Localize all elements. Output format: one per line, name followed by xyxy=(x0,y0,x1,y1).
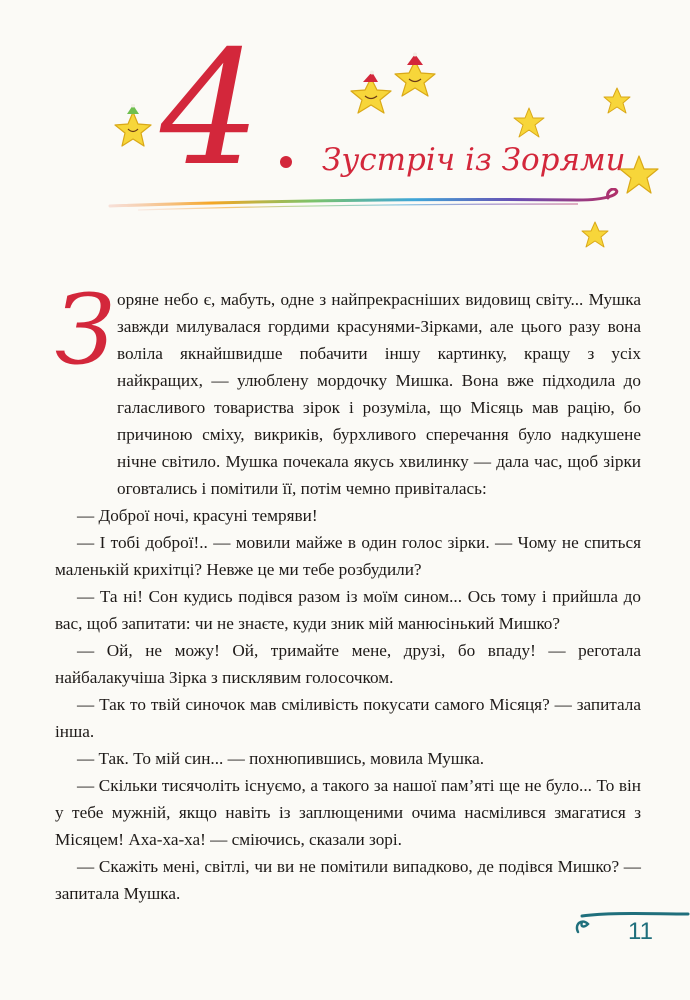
dialogue-line: — І тобі доброї!.. — мовили майже в один голос зірки. — Чому не спиться маленькій крихітці? Невже це ми тебе розбудили? xyxy=(55,533,641,579)
star-character-icon xyxy=(390,52,440,100)
dialogue-line: — Скільки тисячоліть існуємо, а такого за нашої пам’яті ще не було... То він у тебе мужній, якщо навіть із заплющеними очима насмілився змагатися з Місяцем! Аха-ха-ха! — сміючись, сказали зорі. xyxy=(55,776,641,849)
page-number: 11 xyxy=(628,918,653,945)
star-character-icon xyxy=(346,70,396,116)
dialogue-line: — Ой, не можу! Ой, тримайте мене, друзі, бо впаду! — реготала найбалакучіша Зірка з писклявим голосочком. xyxy=(55,641,641,687)
star-icon xyxy=(580,220,610,250)
chapter-number: 4 xyxy=(160,17,257,201)
opening-paragraph: оряне небо є, мабуть, одне з найпрекрасніших видовищ світу... Мушка завжди милувалася гордими красунями-Зірками, але цього разу вона воліла якнайшвидше побачити іншу картинку, кращу з усіх найкращих, — улюблену мордочку Мишка. Вона вже підходила до галасливого товариства зірок і розуміла, що Місяць мав рацію, бо причиною сміху, викриків, бурхливого сперечання було надкушене нічне світило. Мушка почекала якусь хвилинку — дала час, щоб зірки оговтались і помітили її, потім чемно привіталась: xyxy=(117,290,641,498)
dialogue-line: — Скажіть мені, світлі, чи ви не помітили випадково, де подівся Мишко? — запитала Мушка. xyxy=(55,857,641,903)
chapter-number-dot xyxy=(280,156,292,168)
chapter-title: Зустріч із Зорями xyxy=(322,142,626,178)
star-icon xyxy=(602,86,632,116)
body-text xyxy=(55,286,641,907)
dialogue-line: — Так. То мій син... — похнюпившись, мовила Мушка. xyxy=(77,749,485,768)
dialogue-line: — Доброї ночі, красуні темряви! xyxy=(77,506,318,525)
dialogue-line: — Так то твій синочок мав сміливість покусати самого Місяця? — запитала інша. xyxy=(55,695,641,741)
star-character-icon xyxy=(112,104,154,152)
drop-cap-letter: З xyxy=(55,274,115,386)
dialogue-line: — Та ні! Сон кудись подівся разом із моїм сином... Ось тому і прийшла до вас, щоб запитати: чи не знаєте, куди зник мій манюсінький Мишко? xyxy=(55,587,641,633)
rainbow-swash-divider xyxy=(108,188,628,228)
star-icon xyxy=(618,154,660,196)
star-icon xyxy=(512,106,546,140)
